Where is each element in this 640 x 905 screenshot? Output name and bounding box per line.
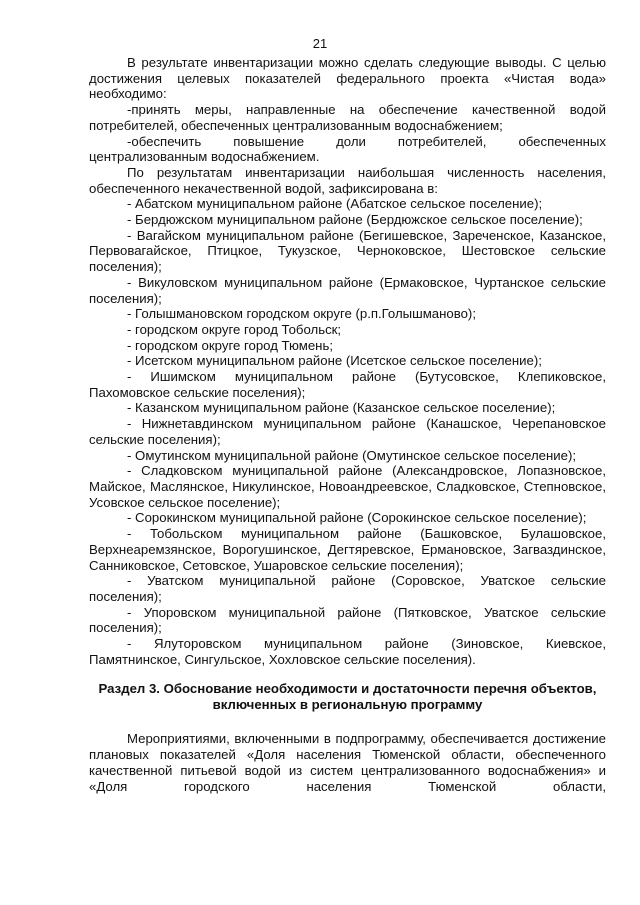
list-item: - Уватском муниципальной районе (Соровское, Уватское сельские поселения); xyxy=(89,573,606,604)
list-item: - Исетском муниципальном районе (Исетское сельское поселение); xyxy=(127,353,542,369)
paragraph-measure-1: -принять меры, направленные на обеспечение качественной водой потребителей, обеспеченных централизованным водоснабжением; xyxy=(89,102,606,133)
list-item: - Упоровском муниципальной районе (Пятковское, Уватское сельские поселения); xyxy=(89,604,606,636)
paragraph-conclusions: В результате инвентаризации можно сделать следующие выводы. С целью достижения целевых показателей федерального проекта «Чистая вода» необходимо: xyxy=(89,55,606,102)
page-number: 21 xyxy=(312,36,328,51)
list-item: - Ялуторовском муниципальном районе (Зиновское, Киевское, Памятнинское, Сингульское, Хохловское сельские поселения). xyxy=(89,636,606,667)
list-item: - Тобольском муниципальном районе (Башковское, Булашовское, Верхнеаремзянское, Ворогушинское, Дегтяревское, Ермановское, Загваздинское, Санниковское, Сетовское, Ушаровское сельские поселения); xyxy=(89,526,606,573)
list-item: - городском округе город Тобольск; xyxy=(127,321,342,337)
list-item: - Викуловском муниципальном районе (Ермаковское, Чуртанское сельские поселения); xyxy=(89,274,606,306)
list-item: - Бердюжском муниципальном районе (Бердюжское сельское поселение); xyxy=(127,212,583,228)
section-heading: Раздел 3. Обоснование необходимости и достаточности перечня объектов, включенных в региональную программу xyxy=(98,681,597,713)
list-item: - Омутинском муниципальной районе (Омутинское сельское поселение); xyxy=(127,447,577,463)
list-item: - Сорокинском муниципальной районе (Сорокинское сельское поселение); xyxy=(127,510,587,526)
document-body xyxy=(89,55,606,794)
paragraph-measure-2: -обеспечить повышение доли потребителей, обеспеченных централизованным водоснабжением. xyxy=(89,133,606,165)
list-item: - Абатском муниципальном районе (Абатское сельское поселение); xyxy=(127,196,543,212)
list-item: - Нижнетавдинском муниципальном районе (Канашское, Черепановское сельские поселения); xyxy=(89,416,606,447)
list-item: - Казанском муниципальном районе (Казанское сельское поселение); xyxy=(127,400,556,416)
paragraph-final: Мероприятиями, включенными в подпрограмму, обеспечивается достижение плановых показателей «Доля населения Тюменской области, обеспеченного качественной питьевой водой из систем централизованного водоснабжения» и «Доля городского населения Тюменской области, xyxy=(89,731,606,794)
list-item: - Вагайском муниципальном районе (Бегишевское, Зареченское, Казанское, Первовагайское, Птицкое, Тукузское, Черноковское, Шестовское сельские поселения); xyxy=(89,227,606,275)
list-item: - Голышмановском городском округе (р.п.Голышманово); xyxy=(127,306,476,322)
list-item: - Ишимском муниципальном районе (Бутусовское, Клепиковское, Пахомовское сельские поселения); xyxy=(89,369,606,400)
list-item: - Сладковском муниципальной районе (Александровское, Лопазновское, Майское, Маслянское, Никулинское, Новоандреевское, Сладковское, Степновское, Усовское сельское поселение); xyxy=(89,463,606,510)
list-item: - городском округе город Тюмень; xyxy=(127,337,333,353)
paragraph-inventory-results: По результатам инвентаризации наибольшая численность населения, обеспеченного некачественной водой, зафиксирована в: xyxy=(89,164,606,196)
